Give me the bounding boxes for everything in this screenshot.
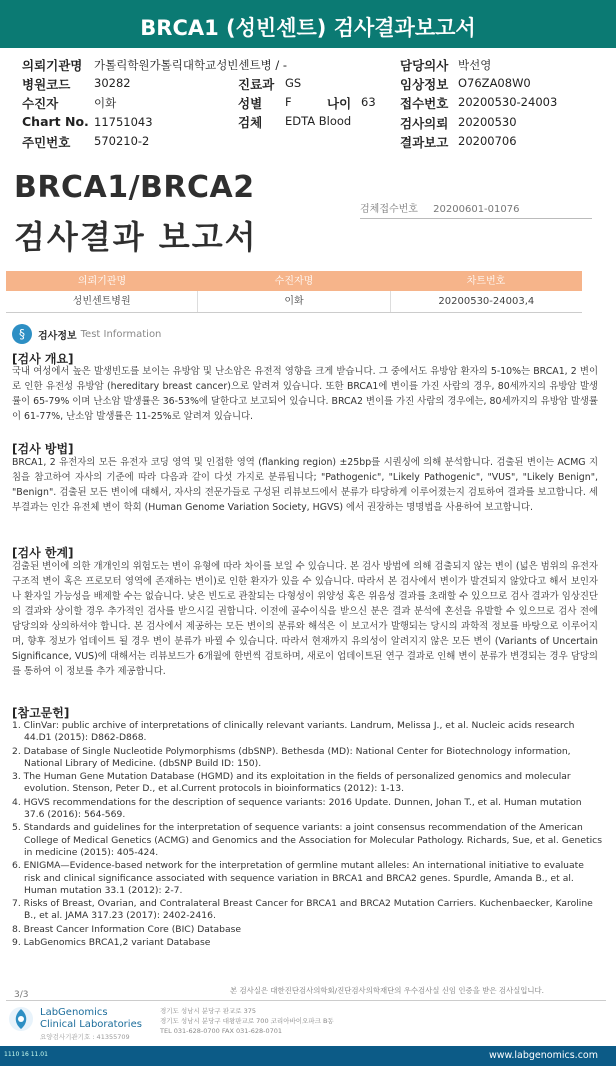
certification-note: 본 검사실은 대한진단검사의학회/진단검사의학재단의 우수검사실 신임 인증을 받은 검사실입니다. xyxy=(230,986,545,995)
overview-body: 국내 여성에서 높은 발생빈도를 보이는 유방암 및 난소암은 유전적 영향을 크게 받습니다. 그 중에서도 유방암 환자의 5-10%는 BRCA1, 2 변이로 인한 유전성 유방암 (hereditary breast cancer)으로 알려져 있습니다. 또한 BRCA1에 변이를 가진 사람의 경우, 80세까지의 유방암 발생률이 65-79% 이며 난소암 발생률은 36-53%에 달한다고 보고되어 있습니다. BRCA2 변이를 가진 사람의 경우에는, 80세까지의 유방암 발생률이 61-77%, 난소암 발생률은 11-25%로 알려져 있습니다. xyxy=(12,366,598,422)
chart-label: Chart No. xyxy=(22,114,89,129)
doctor-value: 박선영 xyxy=(458,58,492,72)
cell-org: 성빈센트병원 xyxy=(72,296,131,307)
receipt-value: 20200530-24003 xyxy=(458,95,558,109)
report-date-label: 결과보고 xyxy=(400,135,449,150)
reference-item: 1. ClinVar: public archive of interpretations of clinically relevant variants. Landrum, Melissa J., et al. Nucleic acids research 44.D1 (2015): D862-D868. xyxy=(12,720,575,744)
dna-icon: § xyxy=(12,324,32,344)
header-receiver: 수진자명 xyxy=(274,276,314,287)
references-title: [참고문헌] xyxy=(12,706,70,720)
cell-receiver: 이화 xyxy=(197,291,389,312)
test-info-heading xyxy=(12,324,161,344)
overview-title: [검사 개요] xyxy=(12,352,74,366)
footer-code: 1110 16 11.01 xyxy=(4,1051,48,1058)
org-label: 의뢰기관명 xyxy=(22,58,83,73)
footer-divider xyxy=(6,1000,606,1001)
patient-table-header xyxy=(6,271,582,291)
hosp-code-label: 병원코드 xyxy=(22,77,71,92)
specimen-number-value: 20200601-01076 xyxy=(433,204,520,215)
lab-address xyxy=(160,1006,334,1036)
request-value: 20200530 xyxy=(458,115,517,129)
clinical-label: 임상정보 xyxy=(400,77,449,92)
report-title-gene: BRCA1/BRCA2 xyxy=(14,170,255,205)
dept-value: GS xyxy=(285,76,302,90)
limit-body: 검출된 변이에 의한 개개인의 위험도는 변이 유형에 따라 차이를 보일 수 있습니다. 본 검사 방법에 의해 검출되지 않는 변이 (넓은 범위의 유전자 구조적 변이 혹은 프로모터 영역에 존재하는 변이)로 인한 환자가 있을 수 있습니다. 따라서 본 검사에서 변이가 발견되지 않았다고 해서 보인자나 환자일 가능성을 배제할 수는 없습니다. 낮은 빈도로 관찰되는 다형성이 위양성 혹은 위음성 결과를 초래할 수 있으므로 검사 결과가 임상진단의 결과와 상이할 경우 추가적인 검사를 받으시길 권합니다. 이전에 골수이식을 받으신 분은 결과 분석에 혼선을 유발할 수 있으므로 검사 전에 담당의와 상의하셔야 합니다. 본 검사에서 제공하는 모든 변이의 분류와 해석은 이 보고서가 발행되는 당시의 과학적 정보를 바탕으로 이루어지며, 향후 정보가 업데이트 될 경우 변이 분류가 바뀔 수 있습니다. 따라서 현재까지 유의성이 알려지지 않은 모든 변이 (Variants of Uncertain Significance, VUS)에 대해서는 리뷰보드가 6개월에 한번씩 검토하며, 새로이 업데이트된 연구 결과로 인해 변이 분류가 변경되는 경우 담당의를 통하여 이 정보를 추가 제공합니다. xyxy=(12,561,598,677)
test-info-label-en: Test Information xyxy=(80,328,162,340)
specimen-value: EDTA Blood xyxy=(285,114,352,128)
reference-item: 7. Risks of Breast, Ovarian, and Contralateral Breast Cancer for BRCA1 and BRCA2 Mutation Carriers. Kuchenbaecker, Karoline B., et al. JAMA 317.23 (2017): 2402-2416. xyxy=(12,898,593,922)
lab-name xyxy=(40,1007,142,1031)
header-org: 의뢰기관명 xyxy=(77,276,127,287)
patient-meta xyxy=(0,54,616,154)
dept-label: 진료과 xyxy=(238,77,275,92)
request-label: 검사의뢰 xyxy=(400,116,449,131)
lab-code: 요양검사기관기호 : 41355709 xyxy=(40,1033,130,1041)
reference-item: 3. The Human Gene Mutation Database (HGMD) and its exploitation in the fields of personalized genomics and molecular evolution. Stenson, Peter D., et al.Current protocols in bioinformatics (2012): 1-13. xyxy=(12,771,571,795)
receiver-value: 이화 xyxy=(94,96,117,110)
doctor-label: 담당의사 xyxy=(400,58,449,73)
lab-name-line2: Clinical Laboratories xyxy=(40,1019,142,1030)
reference-item: 2. Database of Single Nucleotide Polymorphisms (dbSNP). Bethesda (MD): National Center for Biotechnology information, National Library of Medicine. (dbSNP Build ID: 150). xyxy=(12,745,571,769)
report-date-value: 20200706 xyxy=(458,134,517,148)
report-title-korean: 검사결과 보고서 xyxy=(14,218,258,256)
age-value: 63 xyxy=(361,95,376,109)
sex-label: 성별 xyxy=(238,96,263,111)
page-number: 3/3 xyxy=(14,990,29,1000)
limit-title: [검사 한계] xyxy=(12,546,74,560)
sex-value: F xyxy=(285,95,292,109)
reference-item: 4. HGVS recommendations for the description of sequence variants: 2016 Update. Dunnen, Johan T., et al. Human mutation 37.6 (2016): 564-569. xyxy=(12,796,582,821)
rrn-value: 570210-2 xyxy=(94,134,150,148)
header-chart: 차트번호 xyxy=(466,276,506,287)
test-info-label: 검사정보 xyxy=(38,330,77,342)
receipt-label: 접수번호 xyxy=(400,96,449,111)
hosp-code-value: 30282 xyxy=(94,76,131,90)
address-line2: 경기도 성남시 분당구 대왕판교로 700 코리아바이오파크 B동 xyxy=(160,1017,334,1025)
patient-table xyxy=(6,271,582,313)
reference-item: 5. Standards and guidelines for the interpretation of sequence variants: a joint consensus recommendation of the American College of Medical Genetics (ACMG) and Genomics and the Association for Molecular Pathology. Richards, Sue, et al. Genetics in medicine (2015): 405-424. xyxy=(12,822,602,858)
method-body: BRCA1, 2 유전자의 모든 유전자 코딩 영역 및 인접한 영역 (flanking region) ±25bp를 시퀀싱에 의해 분석합니다. 검출된 변이는 ACMG 지침을 참고하여 자사의 기준에 따라 다음과 같이 다섯 가지로 분류됩니다; "Pathogenic", "Likely Pathogenic", "VUS", "Likely Benign", "Benign". 검출된 모든 변이에 대해서, 자사의 전문가들로 구성된 리뷰보드에서 분류가 타당하게 이루어졌는지 검토하여 결과를 보고합니다. 세부결과는 인간 유전체 변이 학회 (Human Genome Variation Society, HGVS) 에서 권장하는 명명법을 사용하여 보고합니다. xyxy=(12,457,598,513)
specimen-number xyxy=(360,200,592,219)
footer-bar xyxy=(0,1046,616,1066)
receiver-label: 수진자 xyxy=(22,96,59,111)
page-bottom-margin xyxy=(0,1066,616,1081)
labgenomics-logo-icon xyxy=(8,1006,34,1032)
reference-item: 8. Breast Cancer Information Core (BIC) Database xyxy=(12,923,242,935)
specimen-label: 검체 xyxy=(238,115,263,130)
lab-name-line1: LabGenomics xyxy=(40,1007,108,1018)
reference-item: 9. LabGenomics BRCA1,2 variant Database xyxy=(12,937,211,949)
banner-title: BRCA1 (성빈센트) 검사결과보고서 xyxy=(140,16,476,40)
clinical-value: O76ZA08W0 xyxy=(458,76,531,90)
reference-item: 6. ENIGMA—Evidence-based network for the interpretation of germline mutant alleles: An international initiative to evaluate risk and clinical significance associated with sequence variation in BRCA1 and BRCA2 genes. Spurdle, Amanda B., et al. Human mutation 33.1 (2012): 2-7. xyxy=(12,860,584,896)
rrn-label: 주민번호 xyxy=(22,135,71,150)
contact-line: TEL 031-628-0700 FAX 031-628-0701 xyxy=(160,1027,283,1035)
cell-chart: 20200530-24003,4 xyxy=(390,291,582,312)
website-link[interactable]: www.labgenomics.com xyxy=(488,1050,598,1061)
age-label: 나이 xyxy=(327,96,352,111)
org-value: 가톨릭학원가톨릭대학교성빈센트병 / - xyxy=(94,58,288,72)
chart-value: 11751043 xyxy=(94,115,153,129)
specimen-number-label: 검체접수번호 xyxy=(360,204,418,215)
address-line1: 경기도 성남시 분당구 판교로 375 xyxy=(160,1007,257,1015)
references-list xyxy=(12,720,602,950)
patient-table-row xyxy=(6,291,582,313)
method-title: [검사 방법] xyxy=(12,442,74,456)
report-banner xyxy=(0,0,616,48)
